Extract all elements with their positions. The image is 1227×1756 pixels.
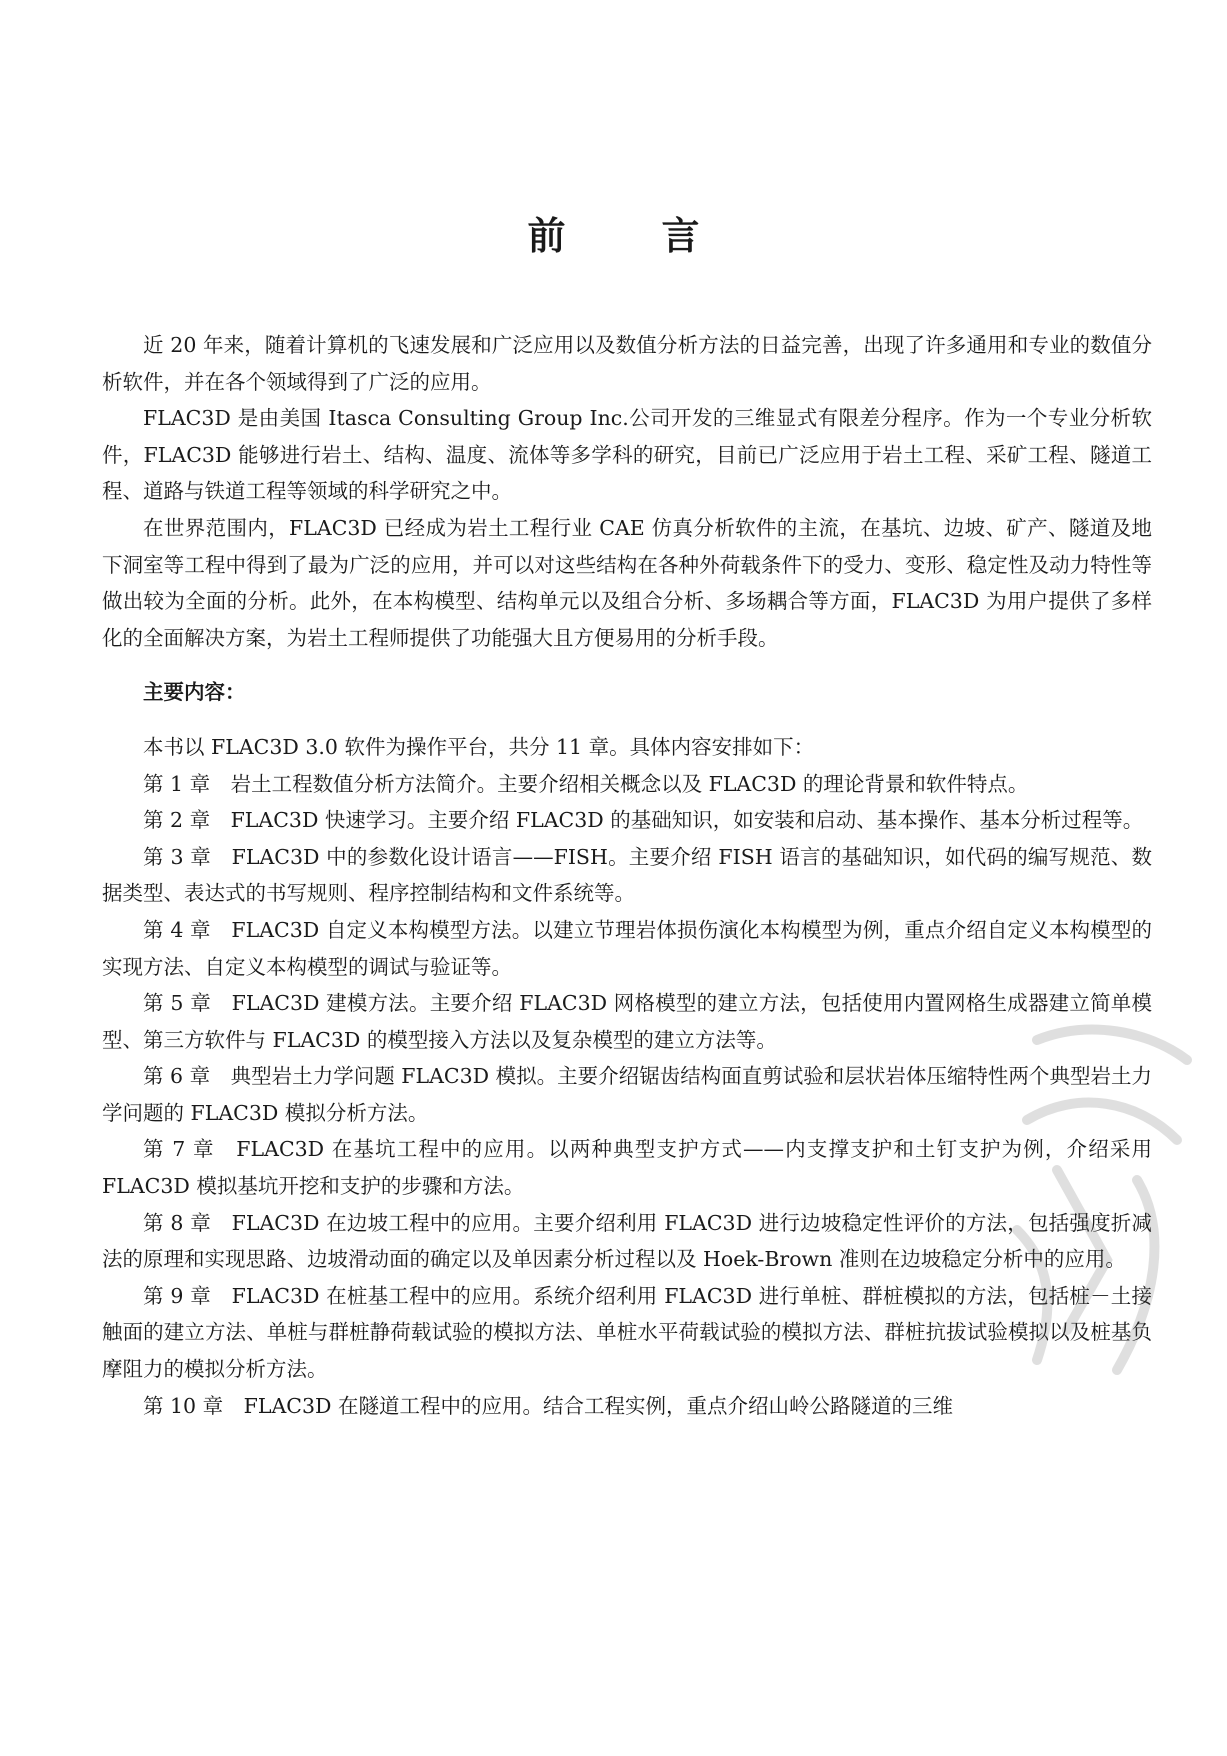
title-char-2: 言 [661,214,700,258]
chapter-item: 第 9 章 FLAC3D 在桩基工程中的应用。系统介绍利用 FLAC3D 进行单桩、群桩模拟的方法，包括桩－土接触面的建立方法、单桩与群桩静荷载试验的模拟方法、单桩水平荷载试验的模拟方法、群桩抗拔试验模拟以及桩基负摩阻力的模拟分析方法。 [102,1283,1152,1382]
watermark-seal-icon [997,1000,1207,1400]
chapter-item: 第 4 章 FLAC3D 自定义本构模型方法。以建立节理岩体损伤演化本构模型为例，重点介绍自定义本构模型的实现方法、自定义本构模型的调试与验证等。 [102,917,1152,979]
section-heading: 主要内容： [143,680,246,705]
chapter-item: 第 1 章 岩土工程数值分析方法简介。主要介绍相关概念以及 FLAC3D 的理论背景和软件特点。 [143,771,1029,796]
paragraph: 在世界范围内，FLAC3D 已经成为岩土工程行业 CAE 仿真分析软件的主流，在基坑、边坡、矿产、隧道及地下洞室等工程中得到了最为广泛的应用，并可以对这些结构在各种外荷载条件下的受力、变形、稳定性及动力特性等做出较为全面的分析。此外，在本构模型、结构单元以及组合分析、多场耦合等方面，FLAC3D 为用户提供了多样化的全面解决方案，为岩土工程师提供了功能强大且方便易用的分析手段。 [102,515,1152,650]
chapter-item: 第 8 章 FLAC3D 在边坡工程中的应用。主要介绍利用 FLAC3D 进行边坡稳定性评价的方法，包括强度折减法的原理和实现思路、边坡滑动面的确定以及单因素分析过程以及 Hoek-Brown 准则在边坡稳定分析中的应用。 [102,1210,1152,1272]
paragraph: FLAC3D 是由美国 Itasca Consulting Group Inc.公司开发的三维显式有限差分程序。作为一个专业分析软件，FLAC3D 能够进行岩土、结构、温度、流体等多学科的研究，目前已广泛应用于岩土工程、采矿工程、隧道工程、道路与铁道工程等领域的科学研究之中。 [102,406,1152,504]
chapter-item: 第 10 章 FLAC3D 在隧道工程中的应用。结合工程实例，重点介绍山岭公路隧道的三维 [143,1393,953,1418]
chapter-item: 第 3 章 FLAC3D 中的参数化设计语言——FISH。主要介绍 FISH 语言的基础知识，如代码的编写规范、数据类型、表达式的书写规则、程序控制结构和文件系统等。 [102,844,1152,906]
chapter-item: 第 7 章 FLAC3D 在基坑工程中的应用。以两种典型支护方式——内支撑支护和土钉支护为例，介绍采用 FLAC3D 模拟基坑开挖和支护的步骤和方法。 [102,1137,1152,1199]
intro-paragraph: 本书以 FLAC3D 3.0 软件为操作平台，共分 11 章。具体内容安排如下： [143,734,815,759]
chapter-item: 第 5 章 FLAC3D 建模方法。主要介绍 FLAC3D 网格模型的建立方法，包括使用内置网格生成器建立简单模型、第三方软件与 FLAC3D 的模型接入方法以及复杂模型的建立方法等。 [102,991,1152,1052]
page-title [0,205,1227,260]
chapter-item: 第 6 章 典型岩土力学问题 FLAC3D 模拟。主要介绍锯齿结构面直剪试验和层状岩体压缩特性两个典型岩土力学问题的 FLAC3D 模拟分析方法。 [102,1064,1152,1125]
title-char-1: 前 [527,214,566,258]
chapter-item: 第 2 章 FLAC3D 快速学习。主要介绍 FLAC3D 的基础知识，如安装和启动、基本操作、基本分析过程等。 [143,808,1144,833]
body-text [102,327,1152,1424]
paragraph: 近 20 年来，随着计算机的飞速发展和广泛应用以及数值分析方法的日益完善，出现了许多通用和专业的数值分析软件，并在各个领域得到了广泛的应用。 [102,333,1152,394]
